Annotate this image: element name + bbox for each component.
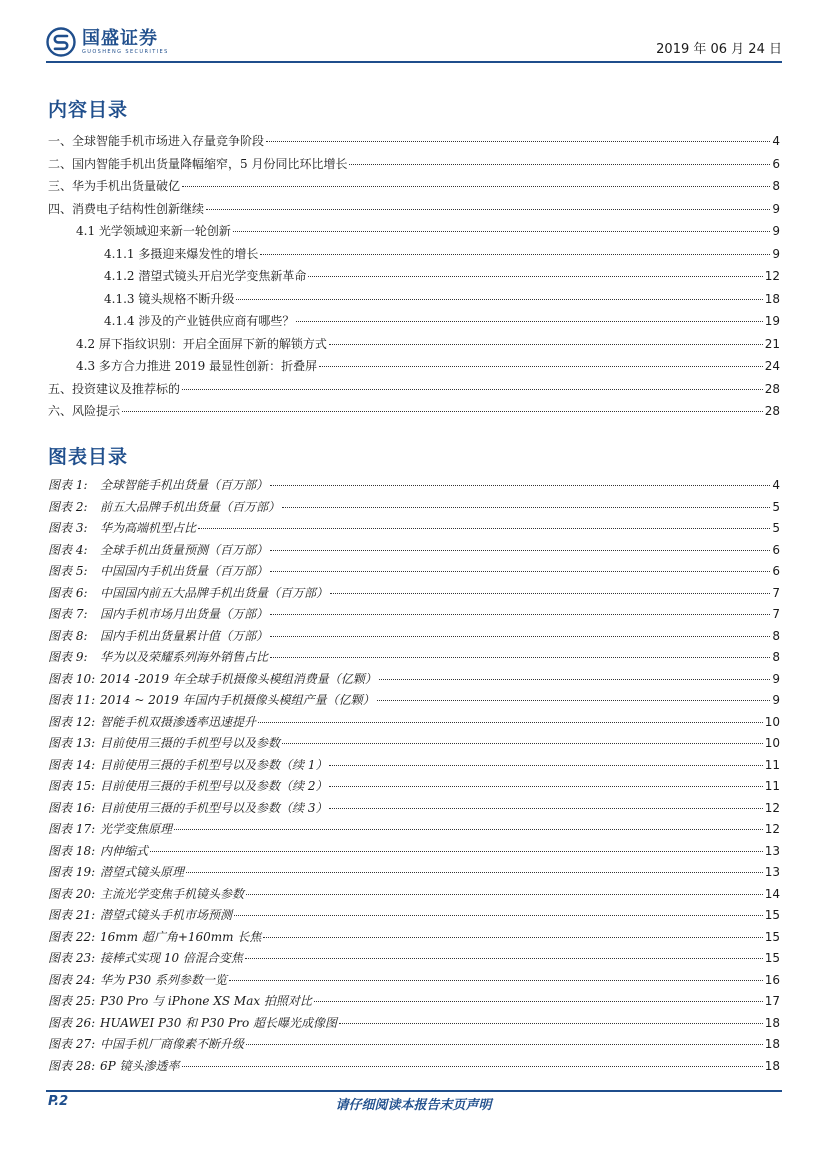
toc-entry-title: 三、华为手机出货量破亿 <box>48 179 181 193</box>
figure-entry-title: 目前使用三摄的手机型号以及参数（续 1） <box>100 757 328 772</box>
toc-entry-page: 12 <box>764 269 780 283</box>
company-logo <box>46 26 169 58</box>
figure-entry-page: 8 <box>772 628 780 643</box>
figure-entry-number: 图表 24: <box>48 972 96 987</box>
figure-entry-page: 13 <box>764 843 780 858</box>
figure-entry-page: 4 <box>772 478 780 492</box>
figure-entry-title: 目前使用三摄的手机型号以及参数（续 2） <box>100 779 328 793</box>
figure-entry-page: 12 <box>764 822 780 836</box>
toc-entry-page: 28 <box>764 404 780 418</box>
figure-entry-page: 18 <box>764 1037 780 1051</box>
figure-entry[interactable] <box>48 712 780 734</box>
figure-entry-page: 5 <box>772 499 780 514</box>
dot-leader <box>270 636 770 637</box>
figure-entry-page: 15 <box>764 908 780 922</box>
figure-entry-title: 国内手机出货量累计值（万部） <box>100 628 269 643</box>
toc-entry[interactable] <box>48 378 780 401</box>
toc-entry-page: 28 <box>764 381 780 396</box>
figure-entry-title: 前五大品牌手机出货量（百万部） <box>100 499 281 514</box>
figure-entry-page: 17 <box>764 994 780 1008</box>
figure-entry-number: 图表 23: <box>48 951 96 965</box>
figure-entry-number: 图表 26: <box>48 1015 96 1030</box>
dot-leader <box>182 389 763 390</box>
dot-leader <box>270 571 770 572</box>
footer-divider <box>46 1090 782 1092</box>
figure-entry-page: 5 <box>772 521 780 535</box>
figure-entry-title: 潜望式镜头原理 <box>100 865 185 879</box>
figure-entry-number: 图表 2: <box>48 499 88 514</box>
toc-entry[interactable] <box>48 198 780 221</box>
dot-leader <box>319 366 763 367</box>
figure-entry-title: 目前使用三摄的手机型号以及参数（续 3） <box>100 800 328 815</box>
dot-leader <box>266 141 770 142</box>
figure-entry[interactable] <box>48 669 780 691</box>
figure-entry-page: 6 <box>772 564 780 578</box>
company-logo-icon <box>46 27 76 57</box>
figure-entry-title: 中国国内前五大品牌手机出货量（百万部） <box>100 585 329 600</box>
figure-entry-page: 14 <box>764 886 780 901</box>
dot-leader <box>282 743 763 744</box>
figure-entry-number: 图表 10: <box>48 671 96 686</box>
figures-list <box>48 475 780 1077</box>
figure-entry-number: 图表 1: <box>48 478 88 492</box>
toc-entry-page: 21 <box>764 336 780 351</box>
dot-leader <box>236 299 762 300</box>
company-name-cn: 国盛证券 <box>82 28 158 49</box>
toc-entry-page: 9 <box>772 224 780 238</box>
figure-entry-number: 图表 12: <box>48 714 96 729</box>
page-header <box>46 24 782 64</box>
dot-leader <box>329 808 762 809</box>
figure-entry-page: 8 <box>772 650 780 664</box>
toc-entry[interactable] <box>48 265 780 288</box>
report-date: 2019 年 06 月 24 日 <box>656 42 782 57</box>
figure-entry-title: 6P 镜头渗透率 <box>100 1058 180 1073</box>
dot-leader <box>270 614 770 615</box>
figure-entry-page: 18 <box>764 1058 780 1073</box>
figure-entry-number: 图表 8: <box>48 628 88 643</box>
figure-entry-number: 图表 18: <box>48 843 96 858</box>
dot-leader <box>296 321 762 322</box>
figure-entry-title: 全球智能手机出货量（百万部） <box>100 478 269 492</box>
dot-leader <box>198 528 770 529</box>
figure-entry-page: 9 <box>772 693 780 707</box>
figure-entry[interactable] <box>48 583 780 605</box>
toc-entry[interactable] <box>48 355 780 378</box>
figure-entry-number: 图表 4: <box>48 542 88 557</box>
figure-entry-title: 接棒式实现 10 倍混合变焦 <box>100 951 243 965</box>
figure-entry-number: 图表 13: <box>48 736 96 750</box>
figure-entry[interactable] <box>48 475 780 497</box>
toc-entry-title: 4.1 光学领域迎来新一轮创新 <box>76 224 231 238</box>
dot-leader <box>330 593 770 594</box>
figure-entry-title: 全球手机出货量预测（百万部） <box>100 542 269 557</box>
figure-entry[interactable] <box>48 1013 780 1035</box>
dot-leader <box>229 980 763 981</box>
figure-entry[interactable] <box>48 1056 780 1078</box>
dot-leader <box>186 872 763 873</box>
figure-entry[interactable] <box>48 970 780 992</box>
figure-entry[interactable] <box>48 518 780 540</box>
figure-entry-number: 图表 9: <box>48 650 88 664</box>
figure-entry[interactable] <box>48 905 780 927</box>
toc-entry-page: 18 <box>764 291 780 306</box>
dot-leader <box>206 209 770 210</box>
figure-entry-number: 图表 7: <box>48 607 88 621</box>
figure-entry-number: 图表 28: <box>48 1058 96 1073</box>
figure-entry-title: 中国国内手机出货量（百万部） <box>100 564 269 578</box>
figure-entry[interactable] <box>48 927 780 949</box>
toc-title: 内容目录 <box>48 99 129 121</box>
dot-leader <box>377 700 771 701</box>
dot-leader <box>182 1066 763 1067</box>
figure-entry[interactable] <box>48 991 780 1013</box>
toc-entry[interactable] <box>48 130 780 153</box>
figure-entry-title: 2014 -2019 年全球手机摄像头模组消费量（亿颗） <box>100 671 377 686</box>
dot-leader <box>260 254 770 255</box>
toc-entry[interactable] <box>48 175 780 198</box>
figure-entry-title: 中国手机厂商像素不断升级 <box>100 1037 245 1051</box>
toc-entry[interactable] <box>48 310 780 333</box>
toc-entry-title: 一、全球智能手机市场进入存量竞争阶段 <box>48 134 265 148</box>
company-name-en: GUOSHENG SECURITIES <box>82 49 169 55</box>
figure-entry-number: 图表 25: <box>48 994 96 1008</box>
figure-entry-page: 16 <box>764 972 780 987</box>
dot-leader <box>263 937 762 938</box>
dot-leader <box>270 657 770 658</box>
toc-entry-title: 五、投资建议及推荐标的 <box>48 381 181 396</box>
toc-entry[interactable] <box>48 288 780 311</box>
dot-leader <box>282 507 770 508</box>
figure-entry-number: 图表 14: <box>48 757 96 772</box>
figure-entry-number: 图表 22: <box>48 929 96 944</box>
figure-entry[interactable] <box>48 626 780 648</box>
toc-entry-page: 24 <box>764 359 780 373</box>
figure-entry-title: 国内手机市场月出货量（万部） <box>100 607 269 621</box>
figure-entry[interactable] <box>48 798 780 820</box>
toc-list <box>48 130 780 423</box>
figure-entry-title: 内伸缩式 <box>100 843 149 858</box>
figure-entry[interactable] <box>48 776 780 798</box>
figure-entry[interactable] <box>48 884 780 906</box>
toc-entry[interactable] <box>48 243 780 266</box>
figure-entry[interactable] <box>48 647 780 669</box>
toc-entry[interactable] <box>48 400 780 423</box>
dot-leader <box>314 1001 763 1002</box>
dot-leader <box>174 829 763 830</box>
dot-leader <box>379 679 771 680</box>
dot-leader <box>270 485 770 486</box>
figure-entry[interactable] <box>48 755 780 777</box>
dot-leader <box>245 958 763 959</box>
dot-leader <box>246 1044 763 1045</box>
figure-entry-number: 图表 5: <box>48 564 88 578</box>
figure-entry-number: 图表 27: <box>48 1037 96 1051</box>
figure-entry-number: 图表 16: <box>48 800 96 815</box>
figure-entry-title: 华为高端机型占比 <box>100 521 197 535</box>
figure-entry-page: 10 <box>764 736 780 750</box>
figure-entry[interactable] <box>48 540 780 562</box>
dot-leader <box>150 851 763 852</box>
dot-leader <box>349 164 770 165</box>
figure-entry-number: 图表 6: <box>48 585 88 600</box>
figure-entry[interactable] <box>48 948 780 970</box>
dot-leader <box>233 231 770 232</box>
toc-entry-title: 二、国内智能手机出货量降幅缩窄，5 月份同比环比增长 <box>48 156 348 171</box>
figure-entry-page: 6 <box>772 542 780 557</box>
figure-entry-page: 10 <box>764 714 780 729</box>
toc-entry[interactable] <box>48 220 780 243</box>
figure-entry-number: 图表 17: <box>48 822 96 836</box>
toc-entry-page: 4 <box>772 134 780 148</box>
dot-leader <box>329 786 762 787</box>
figure-entry-page: 13 <box>764 865 780 879</box>
figure-entry-page: 12 <box>764 800 780 815</box>
toc-entry[interactable] <box>48 153 780 176</box>
figure-entry-number: 图表 20: <box>48 886 96 901</box>
toc-entry-title: 4.3 多方合力推进 2019 最显性创新：折叠屏 <box>76 359 318 373</box>
figure-entry-title: 潜望式镜头手机市场预测 <box>100 908 233 922</box>
figure-entry-title: 16mm 超广角+160mm 长焦 <box>100 929 262 944</box>
toc-entry-page: 9 <box>772 246 780 261</box>
figure-entry-title: 主流光学变焦手机镜头参数 <box>100 886 245 901</box>
figure-entry-number: 图表 11: <box>48 693 96 707</box>
toc-entry-page: 6 <box>772 156 780 171</box>
dot-leader <box>258 722 763 723</box>
figure-entry-title: 光学变焦原理 <box>100 822 173 836</box>
figures-title: 图表目录 <box>48 446 129 468</box>
toc-entry[interactable] <box>48 333 780 356</box>
figure-entry-page: 18 <box>764 1015 780 1030</box>
figure-entry-page: 11 <box>764 779 780 793</box>
figure-entry-title: HUAWEI P30 和 P30 Pro 超长曝光成像图 <box>100 1015 338 1030</box>
toc-entry-page: 9 <box>772 201 780 216</box>
dot-leader <box>329 344 763 345</box>
dot-leader <box>329 765 762 766</box>
figure-entry-title: 智能手机双摄渗透率迅速提升 <box>100 714 257 729</box>
toc-entry-title: 4.1.2 潜望式镜头开启光学变焦新革命 <box>104 269 307 283</box>
figure-entry-page: 7 <box>772 585 780 600</box>
figure-entry-page: 15 <box>764 951 780 965</box>
figure-entry[interactable] <box>48 733 780 755</box>
figure-entry[interactable] <box>48 690 780 712</box>
figure-entry-page: 9 <box>772 671 780 686</box>
figure-entry[interactable] <box>48 819 780 841</box>
footer-disclaimer: 请仔细阅读本报告末页声明 <box>335 1098 492 1113</box>
toc-entry-page: 8 <box>772 179 780 193</box>
figure-entry[interactable] <box>48 497 780 519</box>
figure-entry-title: 2014 ~ 2019 年国内手机摄像头模组产量（亿颗） <box>100 693 375 707</box>
figure-entry-number: 图表 19: <box>48 865 96 879</box>
toc-entry-title: 四、消费电子结构性创新继续 <box>48 201 205 216</box>
figure-entry-title: 华为以及荣耀系列海外销售占比 <box>100 650 269 664</box>
page-number: P.2 <box>48 1094 69 1109</box>
header-divider <box>46 61 782 63</box>
figure-entry[interactable] <box>48 862 780 884</box>
dot-leader <box>339 1023 763 1024</box>
toc-entry-title: 4.1.1 多摄迎来爆发性的增长 <box>104 246 259 261</box>
toc-entry-page: 19 <box>764 314 780 328</box>
toc-entry-title: 4.1.3 镜头规格不断升级 <box>104 291 235 306</box>
dot-leader <box>122 411 763 412</box>
figure-entry-number: 图表 15: <box>48 779 96 793</box>
figure-entry-page: 7 <box>772 607 780 621</box>
figure-entry-page: 15 <box>764 929 780 944</box>
figure-entry-title: 目前使用三摄的手机型号以及参数 <box>100 736 281 750</box>
figure-entry-page: 11 <box>764 757 780 772</box>
figure-entry-number: 图表 3: <box>48 521 88 535</box>
figure-entry[interactable] <box>48 1034 780 1056</box>
dot-leader <box>246 894 763 895</box>
dot-leader <box>308 276 762 277</box>
toc-entry-title: 4.2 屏下指纹识别：开启全面屏下新的解锁方式 <box>76 336 327 351</box>
dot-leader <box>270 550 770 551</box>
dot-leader <box>234 915 763 916</box>
toc-entry-title: 六、风险提示 <box>48 404 121 418</box>
dot-leader <box>182 186 770 187</box>
figure-entry[interactable] <box>48 604 780 626</box>
toc-entry-title: 4.1.4 涉及的产业链供应商有哪些？ <box>104 314 295 328</box>
figure-entry[interactable] <box>48 561 780 583</box>
figure-entry-number: 图表 21: <box>48 908 96 922</box>
figure-entry[interactable] <box>48 841 780 863</box>
figure-entry-title: 华为 P30 系列参数一览 <box>100 972 227 987</box>
figure-entry-title: P30 Pro 与 iPhone XS Max 拍照对比 <box>100 994 312 1008</box>
